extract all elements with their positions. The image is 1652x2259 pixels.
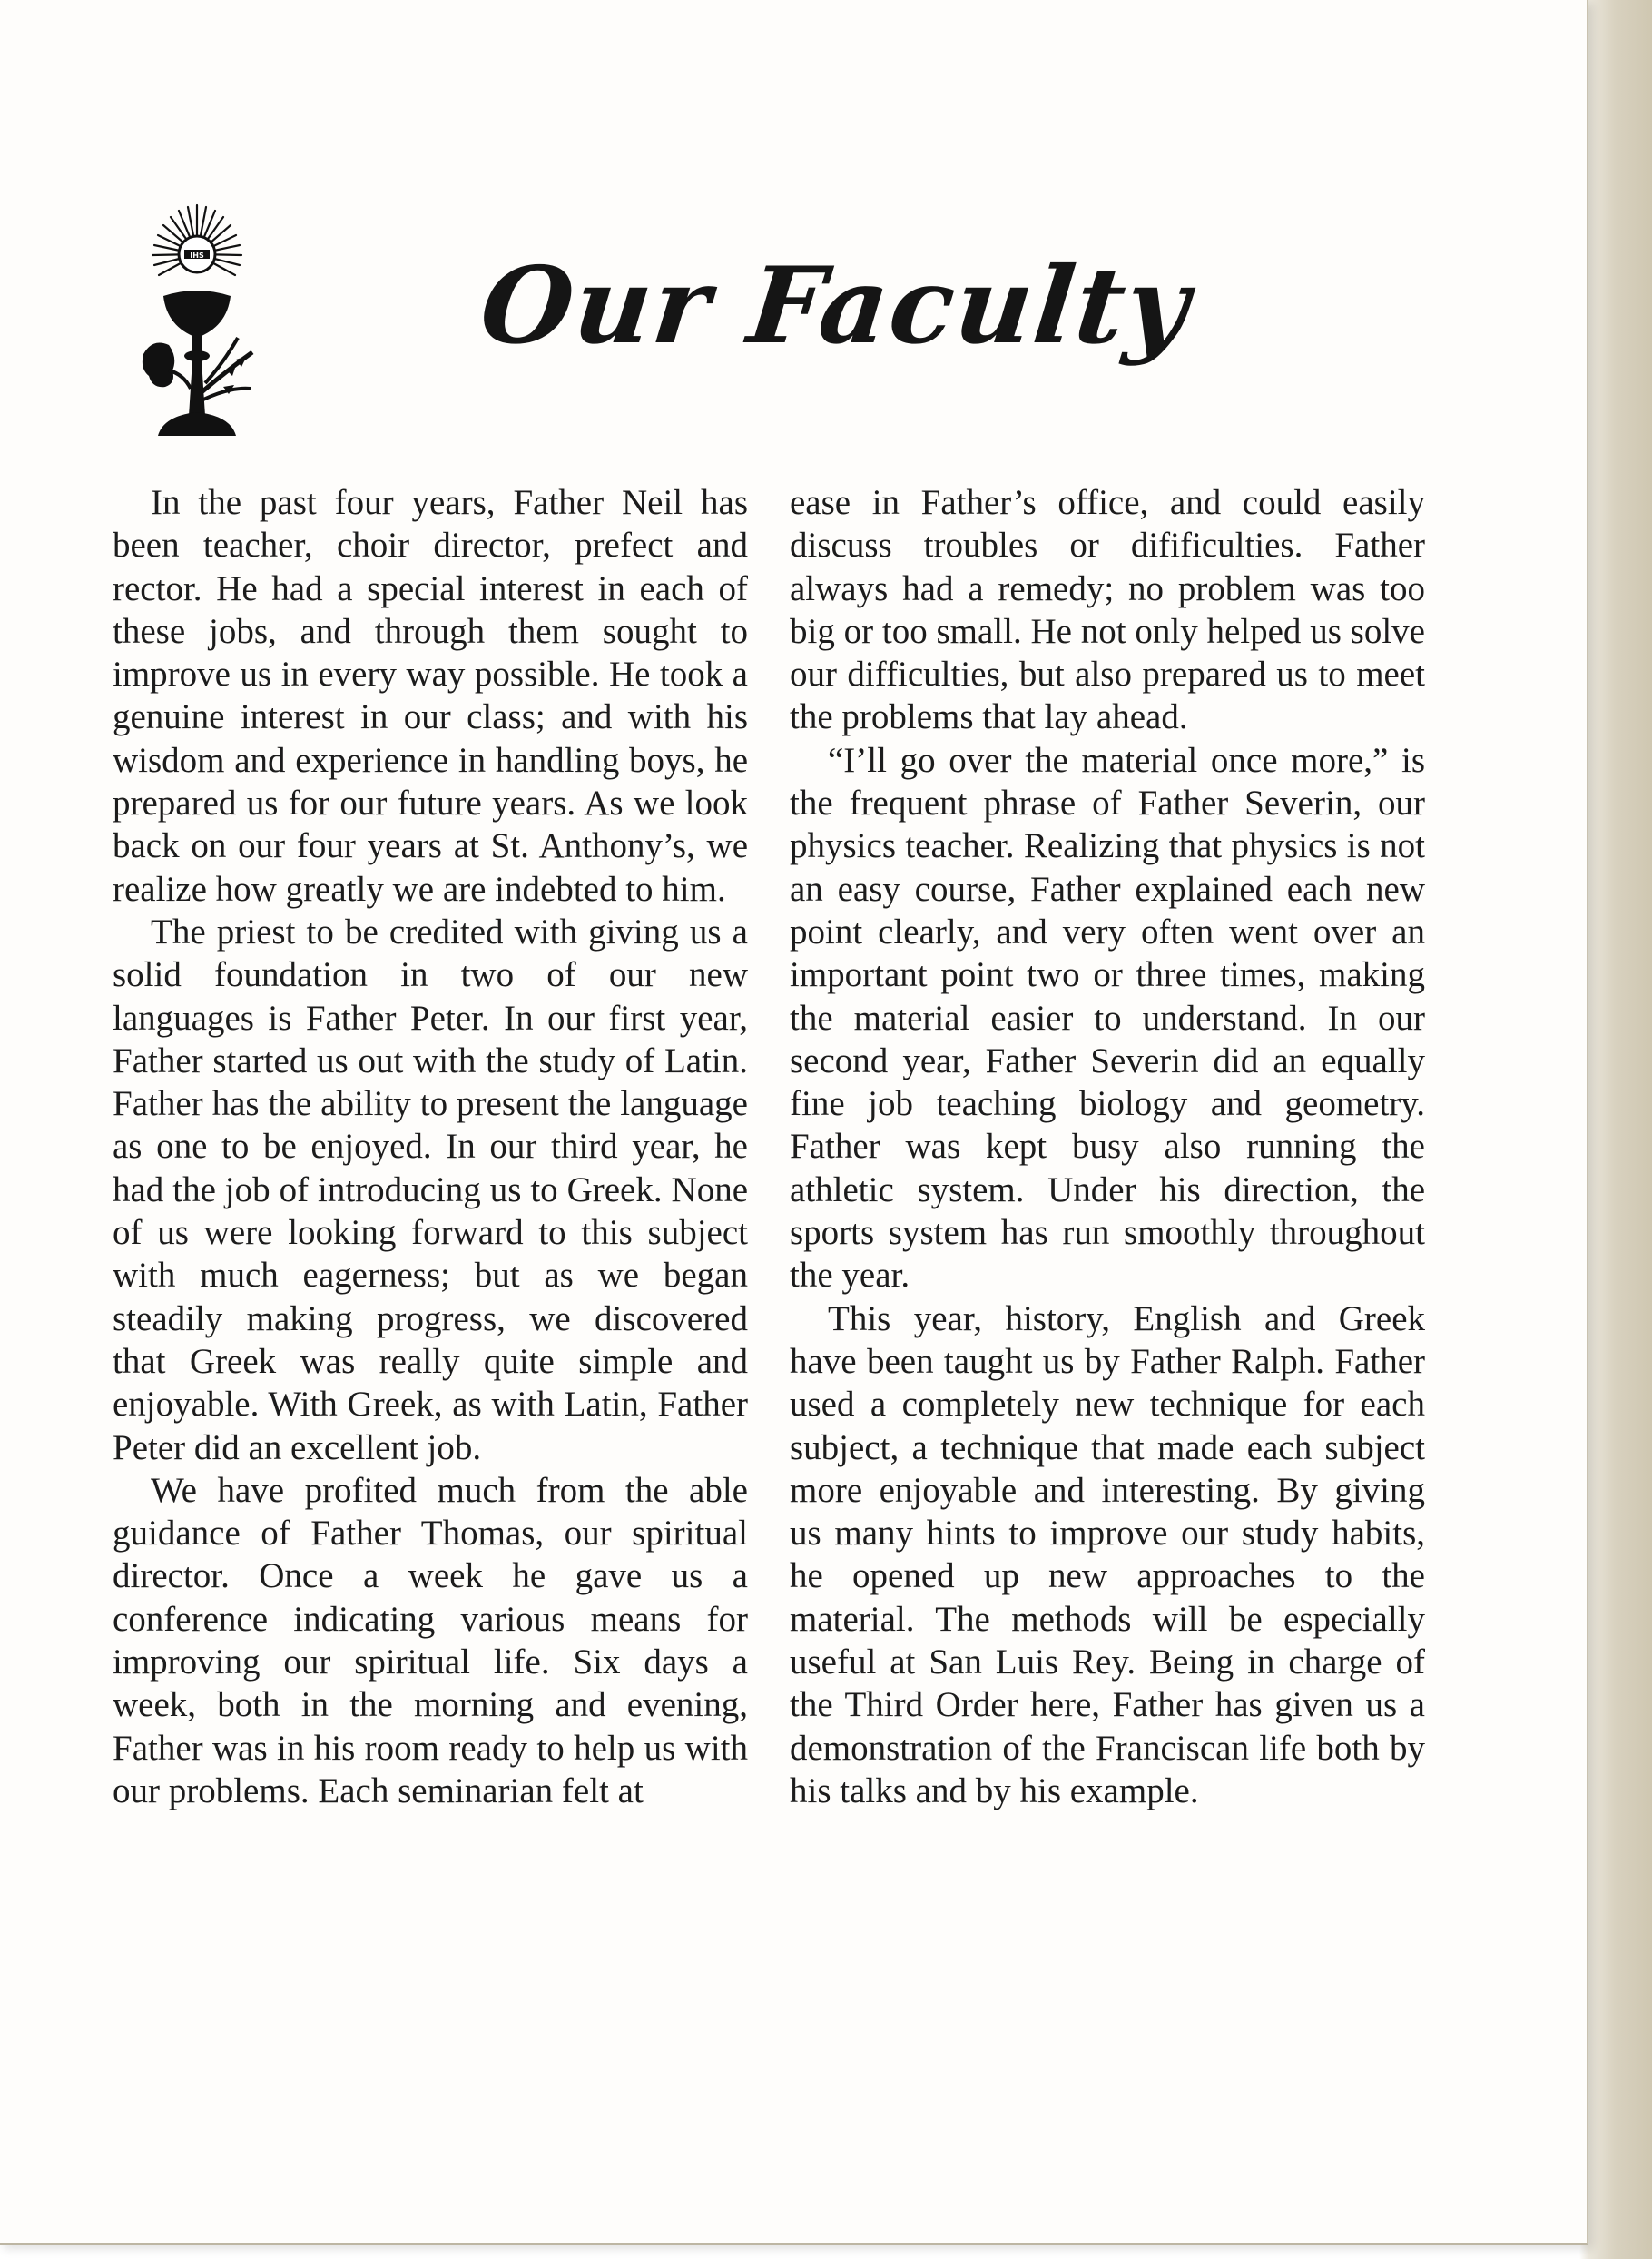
paragraph-father-severin: “I’ll go over the material once more,” is the frequent phrase of Father Severin, our physics teacher. Realizing that physics is not an easy course, Father explained each new point clearly, and very often went over an important point two or three times, making the material easier to understand. In our second year, Father Severin did an equally fine job teaching biology and geometry. Father was kept busy also running the athletic system. Under his direction, the sports system has run smoothly throughout the year. <box>790 740 1425 1296</box>
paragraph-father-ralph: This year, history, English and Greek have been taught us by Father Ralph. Father used a completely new technique for each subject, a technique that made each subject more enjoyable and interesting. By giving us many hints to improve our study habits, he opened up new approaches to the material. The methods will be especially useful at San Luis Rey. Being in charge of the Third Order here, Father has given us a demonstration of the Franciscan life both by his talks and by his example. <box>790 1298 1425 1810</box>
host-monogram: IHS <box>190 252 204 260</box>
paragraph-father-peter: The priest to be credited with giving us a solid foundation in two of our new languages is Father Peter. In our first year, Father started us out with the study of Latin. Father has the ability to present the language as one to be enjoyed. In our third year, he had the job of introducing us to Greek. None of us were looking forward to this subject with much eagerness; but as we began steadily making progress, we discovered that Greek was really quite simple and enjoyable. With Greek, as with Latin, Father Peter did an excellent job. <box>113 912 748 1467</box>
page-title: Our Faculty <box>475 244 1196 368</box>
right-text-column <box>790 481 1425 1812</box>
left-text-column <box>113 481 748 1812</box>
paragraph-father-thomas-continued: ease in Father’s office, and could easily discuss troubles or difificulties. Father always had a remedy; no problem was too big or too small. He not only helped us solve our difficulties, but also prepared us to meet the problems that lay ahead. <box>790 483 1425 737</box>
paragraph-father-neil: In the past four years, Father Neil has been teacher, choir director, prefect and rector. He had a special interest in each of these jobs, and through them sought to improve us in every way possible. He took a genuine interest in our class; and with his wisdom and experience in handling boys, he prepared us for our future years. As we look back on our four years at St. Anthony’s, we realize how greatly we are indebted to him. <box>113 483 748 909</box>
paragraph-father-thomas: We have profited much from the able guidance of Father Thomas, our spiritual director. Once a week he gave us a conference indicating various means for improving our spiritual life. Six days a week, both in the morning and evening, Father was in his room ready to help us with our problems. Each seminarian felt at <box>113 1470 748 1810</box>
chalice-host-icon <box>136 202 259 439</box>
